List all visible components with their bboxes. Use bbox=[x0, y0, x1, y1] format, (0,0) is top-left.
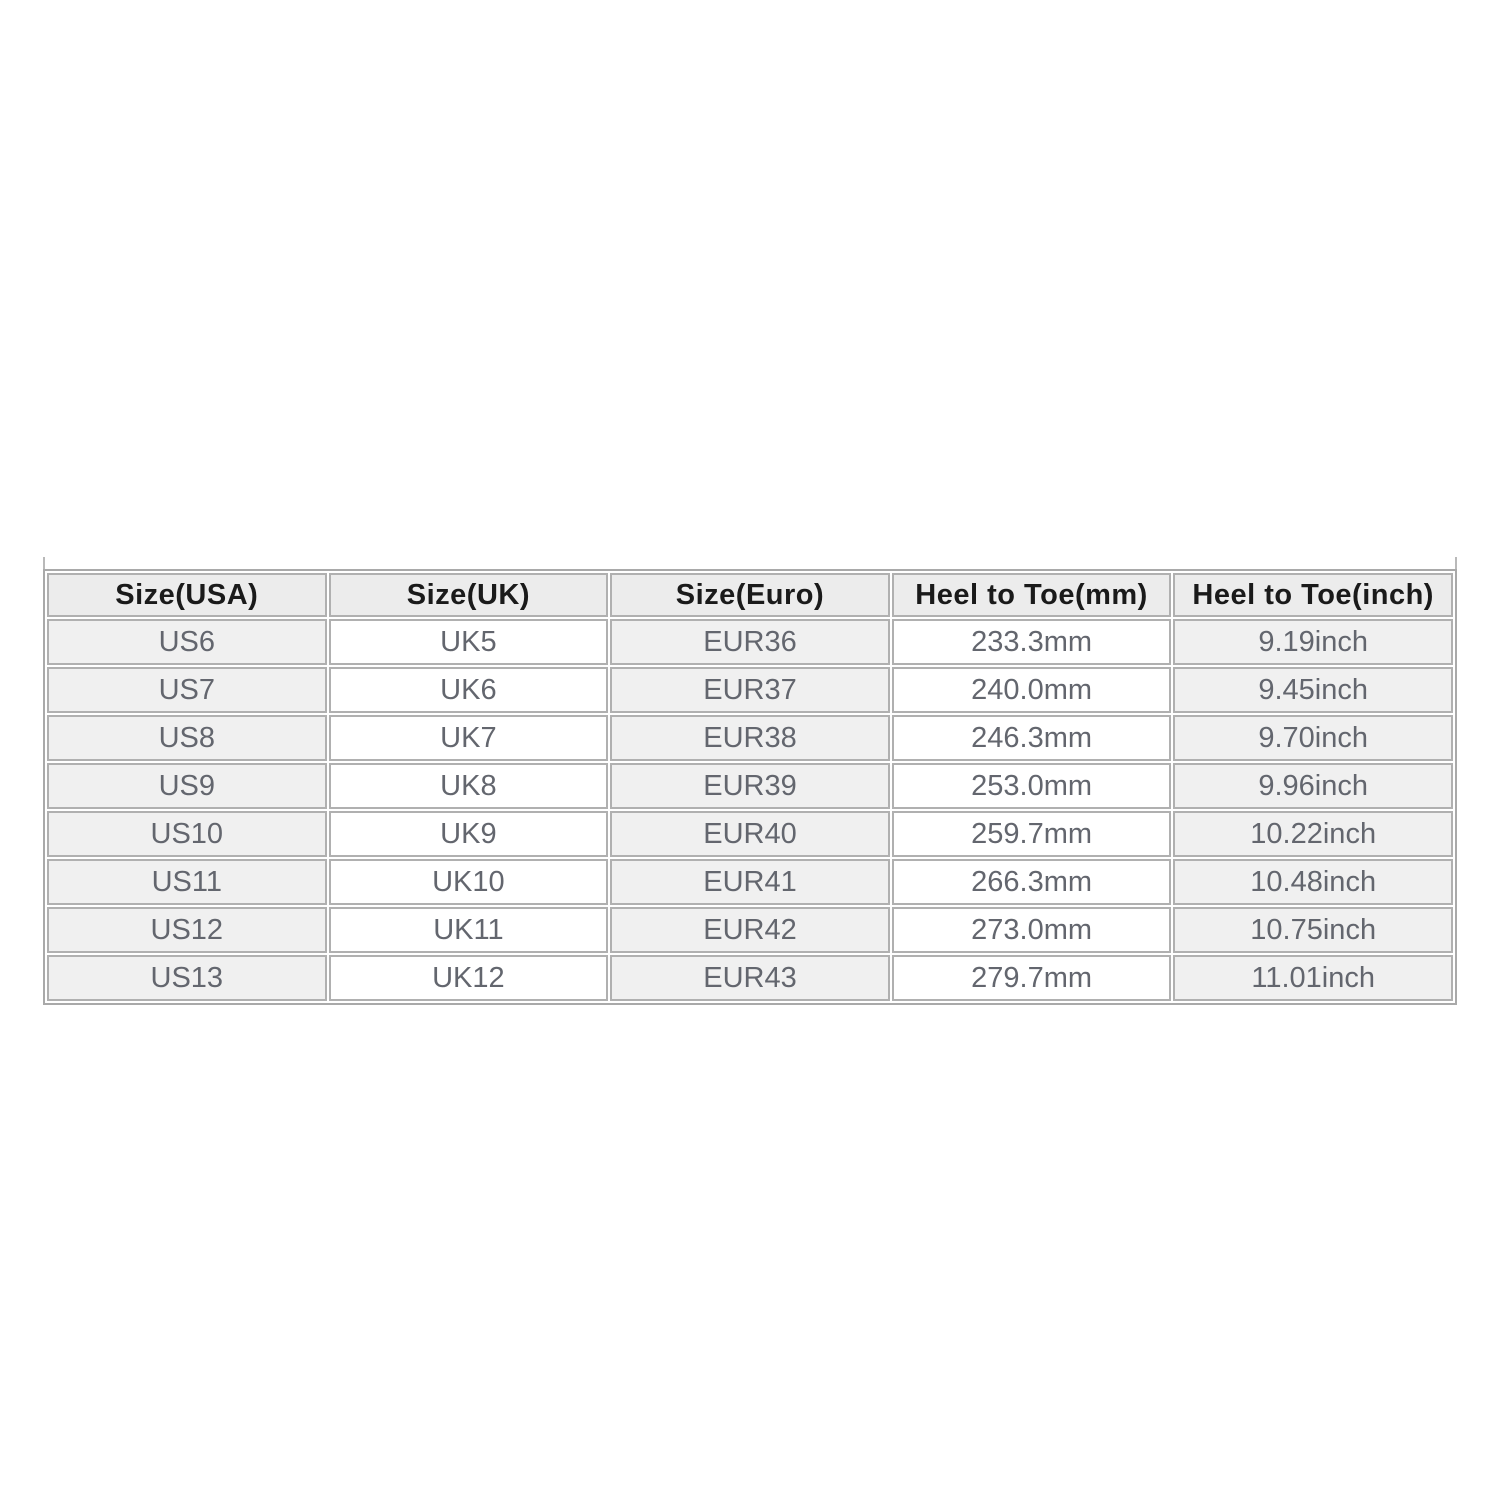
column-header-heel-inch: Heel to Toe(inch) bbox=[1173, 573, 1453, 617]
cell-size-euro: EUR38 bbox=[610, 715, 890, 761]
cell-heel-inch: 11.01inch bbox=[1173, 955, 1453, 1001]
table-top-edge-artifact bbox=[43, 557, 1457, 569]
column-header-heel-mm: Heel to Toe(mm) bbox=[892, 573, 1172, 617]
cell-heel-mm: 259.7mm bbox=[892, 811, 1172, 857]
cell-heel-mm: 279.7mm bbox=[892, 955, 1172, 1001]
table-row bbox=[47, 811, 1453, 857]
cell-size-euro: EUR40 bbox=[610, 811, 890, 857]
cell-size-uk: UK9 bbox=[329, 811, 609, 857]
column-header-size-usa: Size(USA) bbox=[47, 573, 327, 617]
table-row bbox=[47, 715, 1453, 761]
cell-heel-inch: 10.48inch bbox=[1173, 859, 1453, 905]
cell-size-euro: EUR43 bbox=[610, 955, 890, 1001]
cell-heel-mm: 273.0mm bbox=[892, 907, 1172, 953]
cell-size-usa: US6 bbox=[47, 619, 327, 665]
cell-size-euro: EUR41 bbox=[610, 859, 890, 905]
cell-heel-inch: 9.19inch bbox=[1173, 619, 1453, 665]
cell-heel-inch: 10.22inch bbox=[1173, 811, 1453, 857]
cell-size-usa: US8 bbox=[47, 715, 327, 761]
cell-heel-inch: 10.75inch bbox=[1173, 907, 1453, 953]
cell-heel-inch: 9.45inch bbox=[1173, 667, 1453, 713]
cell-heel-mm: 233.3mm bbox=[892, 619, 1172, 665]
table-row bbox=[47, 667, 1453, 713]
cell-heel-inch: 9.96inch bbox=[1173, 763, 1453, 809]
table-row bbox=[47, 955, 1453, 1001]
table-row bbox=[47, 763, 1453, 809]
cell-size-usa: US13 bbox=[47, 955, 327, 1001]
cell-size-usa: US7 bbox=[47, 667, 327, 713]
table-row bbox=[47, 619, 1453, 665]
cell-size-uk: UK6 bbox=[329, 667, 609, 713]
cell-size-uk: UK8 bbox=[329, 763, 609, 809]
cell-size-euro: EUR42 bbox=[610, 907, 890, 953]
cell-size-euro: EUR37 bbox=[610, 667, 890, 713]
cell-heel-mm: 246.3mm bbox=[892, 715, 1172, 761]
table-row bbox=[47, 907, 1453, 953]
cell-size-usa: US11 bbox=[47, 859, 327, 905]
cell-heel-inch: 9.70inch bbox=[1173, 715, 1453, 761]
table-header bbox=[47, 573, 1453, 617]
column-header-size-uk: Size(UK) bbox=[329, 573, 609, 617]
cell-size-uk: UK10 bbox=[329, 859, 609, 905]
cell-heel-mm: 240.0mm bbox=[892, 667, 1172, 713]
size-chart-container bbox=[43, 557, 1457, 1005]
table-body bbox=[47, 619, 1453, 1001]
cell-size-usa: US12 bbox=[47, 907, 327, 953]
cell-size-uk: UK11 bbox=[329, 907, 609, 953]
column-header-size-euro: Size(Euro) bbox=[610, 573, 890, 617]
size-conversion-table bbox=[43, 569, 1457, 1005]
cell-size-usa: US10 bbox=[47, 811, 327, 857]
cell-size-usa: US9 bbox=[47, 763, 327, 809]
header-row bbox=[47, 573, 1453, 617]
cell-size-euro: EUR36 bbox=[610, 619, 890, 665]
cell-heel-mm: 266.3mm bbox=[892, 859, 1172, 905]
cell-heel-mm: 253.0mm bbox=[892, 763, 1172, 809]
table-row bbox=[47, 859, 1453, 905]
cell-size-euro: EUR39 bbox=[610, 763, 890, 809]
cell-size-uk: UK7 bbox=[329, 715, 609, 761]
cell-size-uk: UK12 bbox=[329, 955, 609, 1001]
cell-size-uk: UK5 bbox=[329, 619, 609, 665]
